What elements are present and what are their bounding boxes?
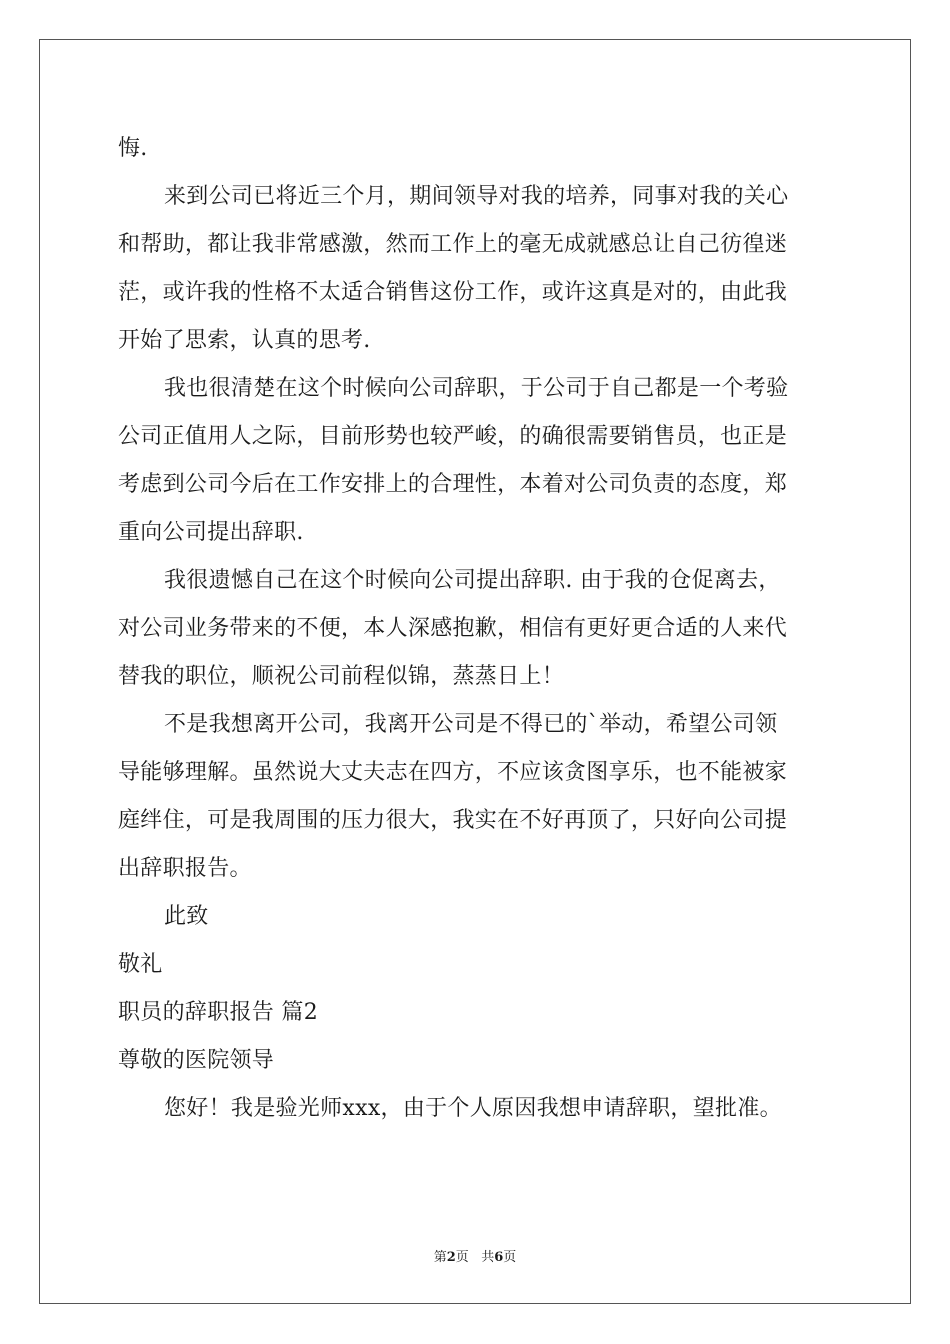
text-line: 庭绊住，可是我周围的压力很大，我实在不好再顶了，只好向公司提 xyxy=(118,808,788,833)
paragraph-start: 来到公司已将近三个月，期间领导对我的培养，同事对我的关心 xyxy=(164,184,789,209)
closing-salutation: 此致 xyxy=(164,904,209,929)
paragraph-start: 您好！我是验光师xxx，由于个人原因我想申请辞职，望批准。 xyxy=(164,1096,782,1121)
paragraph-start: 我很遗憾自己在这个时候向公司提出辞职. 由于我的仓促离去， xyxy=(164,568,781,593)
total-pages: 6 xyxy=(494,1250,504,1265)
text-line: 公司正值用人之际，目前形势也较严峻，的确很需要销售员，也正是 xyxy=(118,424,788,449)
text-line: 对公司业务带来的不便，本人深感抱歉，相信有更好更合适的人来代 xyxy=(118,616,788,641)
total-prefix: 共 xyxy=(481,1250,495,1265)
text-line: 开始了思索，认真的思考. xyxy=(118,328,371,353)
text-line: 悔. xyxy=(118,136,148,161)
text-line: 出辞职报告。 xyxy=(118,856,252,881)
text-line: 和帮助，都让我非常感激，然而工作上的毫无成就感总让自己彷徨迷 xyxy=(118,232,788,257)
paragraph-start: 我也很清楚在这个时候向公司辞职，于公司于自己都是一个考验 xyxy=(164,376,789,401)
text-line: 重向公司提出辞职. xyxy=(118,520,304,545)
text-line: 考虑到公司今后在工作安排上的合理性，本着对公司负责的态度，郑 xyxy=(118,472,788,497)
page-prefix: 第 xyxy=(433,1250,447,1265)
total-suffix: 页 xyxy=(503,1250,517,1265)
text-line: 茫，或许我的性格不太适合销售这份工作，或许这真是对的，由此我 xyxy=(118,280,788,305)
section-heading: 职员的辞职报告 篇2 xyxy=(118,1000,318,1025)
paragraph-start: 不是我想离开公司，我离开公司是不得已的`举动，希望公司领 xyxy=(164,712,778,737)
page-suffix: 页 xyxy=(455,1250,469,1265)
closing-regards: 敬礼 xyxy=(118,952,163,977)
page-footer xyxy=(0,1250,950,1266)
document-body xyxy=(118,125,836,1133)
page-number: 2 xyxy=(446,1250,456,1265)
text-line: 导能够理解。虽然说大丈夫志在四方，不应该贪图享乐，也不能被家 xyxy=(118,760,788,785)
text-line: 替我的职位，顺祝公司前程似锦，蒸蒸日上！ xyxy=(118,664,565,689)
letter-addressee: 尊敬的医院领导 xyxy=(118,1048,275,1073)
